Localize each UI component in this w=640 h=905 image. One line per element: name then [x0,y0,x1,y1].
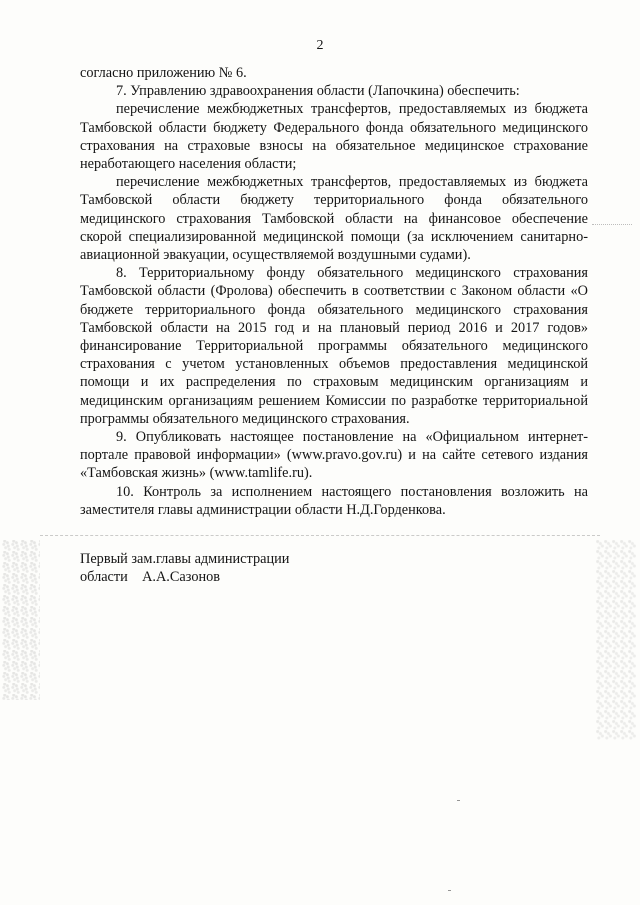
paragraph-item-9: 9. Опубликовать настоящее постановление на «Официальном интернет-портале правовой информации» (www.pravo.gov.ru) и на сайте сетевого издания «Тамбовская жизнь» (www.tamlife.ru). [80,429,588,482]
document-body [80,64,588,519]
scan-artifact-line [40,535,600,536]
scan-artifact-speckle-right [596,540,636,740]
paragraph-item-7: 7. Управлению здравоохранения области (Лапочкина) обеспечить: [116,83,520,100]
scan-artifact-mark [448,890,451,891]
paragraph-continuation: согласно приложению № 6. [80,65,247,81]
paragraph-item-8: 8. Территориальному фонду обязательного медицинского страхования Тамбовской области (Фролова) обеспечить в соответствии с Законом области «О бюджете территориального фонда обязательного медицинского страхования Тамбовской области на 2015 год и на плановый период 2016 и 2017 годов» финансирование Территориальной программы обязательного медицинского страхования с учетом установленных объемов предоставления медицинской помощи и их распределения по страховым медицинским организациям и медицинским организациям решением Комиссии по разработке территориальной программы обязательного медицинского страхования. [80,265,588,427]
scan-artifact-dots [592,224,632,225]
signature-block [80,550,380,586]
signatory-name: области А.А.Сазонов [80,569,221,586]
paragraph-item-7-sub-1: перечисление межбюджетных трансфертов, предоставляемых из бюджета Тамбовской области бюджету Федерального фонда обязательного медицинского страхования на страховые взносы на обязательное медицинское страхование неработающего населения области; [80,101,588,173]
scan-artifact-mark [457,800,460,801]
paragraph-item-10: 10. Контроль за исполнением настоящего постановления возложить на заместителя главы администрации области Н.Д.Горденкова. [80,483,588,518]
paragraph-item-7-sub-2: перечисление межбюджетных трансфертов, предоставляемых из бюджета Тамбовской области бюджету территориального фонда обязательного медицинского страхования Тамбовской области на финансовое обеспечение скорой специализированной медицинской помощи (за исключением санитарно-авиационной эвакуации, осуществляемой воздушными судами). [80,174,588,264]
scan-artifact-speckle-left [2,540,40,700]
page-number: 2 [316,38,324,53]
signatory-position: Первый зам.главы администрации [80,551,290,567]
